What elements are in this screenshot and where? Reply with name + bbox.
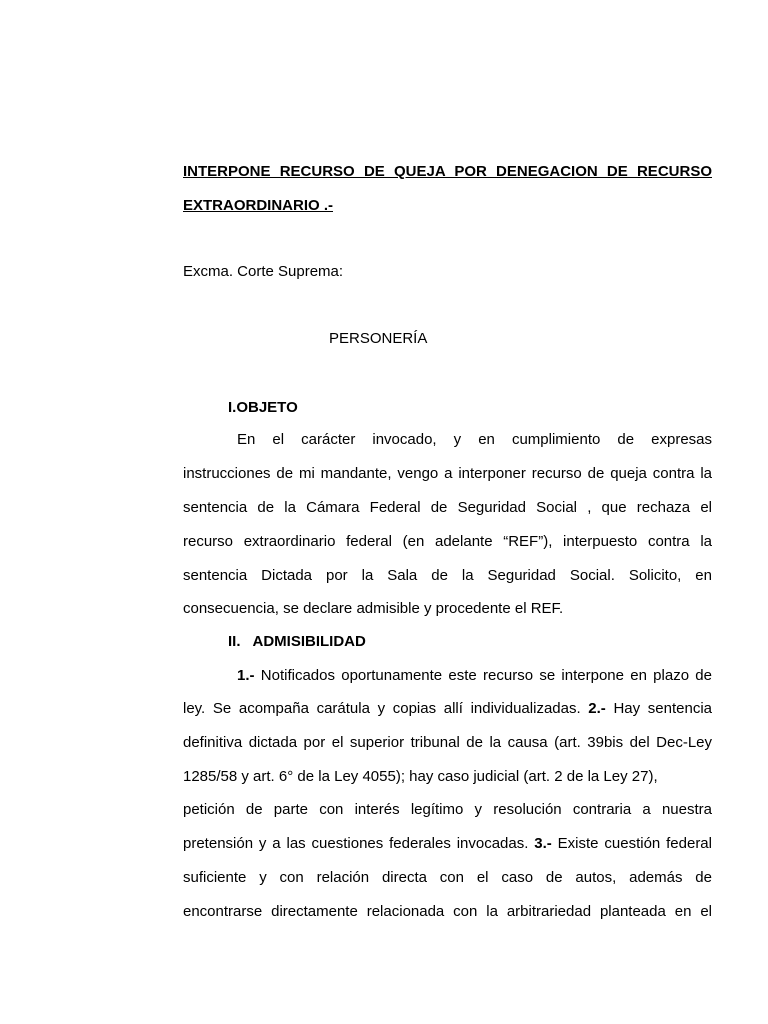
- personeria-heading: PERSONERÍA: [329, 330, 428, 347]
- admisibilidad-line-2: [183, 700, 712, 718]
- section-heading-admisibilidad: [228, 633, 366, 651]
- admisibilidad-line-4: 1285/58 y art. 6° de la Ley 4055); hay caso judicial (art. 2 de la Ley 27),: [183, 768, 658, 785]
- objeto-line-1-text: En el carácter invocado, y en cumplimiento de expresas: [237, 431, 712, 448]
- objeto-line-6: consecuencia, se declare admisible y procedente el REF.: [183, 600, 564, 617]
- admisibilidad-line-6-text: pretensión y a las cuestiones federales invocadas.: [183, 835, 535, 852]
- admisibilidad-line-1-text: Notificados oportunamente este recurso se interpone en plazo de: [254, 667, 712, 684]
- admisibilidad-line-2-tail: Hay sentencia: [605, 700, 712, 717]
- court-address: Excma. Corte Suprema:: [183, 263, 344, 280]
- section-number: II.: [228, 633, 241, 650]
- admisibilidad-line-8: encontrarse directamente relacionada con la arbitrariedad planteada en el: [183, 903, 712, 920]
- admisibilidad-line-6-tail: Existe cuestión federal: [551, 835, 712, 852]
- objeto-line-4: recurso extraordinario federal (en adelante “REF”), interpuesto contra la: [183, 533, 712, 550]
- section-title: ADMISIBILIDAD: [252, 633, 366, 650]
- point-1-label: 1.-: [237, 667, 255, 684]
- objeto-line-3: sentencia de la Cámara Federal de Seguridad Social , que rechaza el: [183, 499, 712, 516]
- document-title-line-2: EXTRAORDINARIO .-: [183, 197, 333, 214]
- point-2-label: 2.-: [588, 700, 606, 717]
- objeto-line-5: sentencia Dictada por la Sala de la Seguridad Social. Solicito, en: [183, 567, 712, 584]
- objeto-line-1: [183, 431, 712, 449]
- point-3-label: 3.-: [534, 835, 552, 852]
- document-body: [183, 0, 712, 1024]
- admisibilidad-line-3: definitiva dictada por el superior tribunal de la causa (art. 39bis del Dec-Ley: [183, 734, 712, 751]
- admisibilidad-line-1: [183, 667, 712, 685]
- admisibilidad-line-7: suficiente y con relación directa con el caso de autos, además de: [183, 869, 712, 886]
- admisibilidad-line-5: petición de parte con interés legítimo y resolución contraria a nuestra: [183, 801, 712, 818]
- admisibilidad-line-2-text: ley. Se acompaña carátula y copias allí individualizadas.: [183, 700, 589, 717]
- section-heading-objeto: I.OBJETO: [228, 399, 298, 416]
- admisibilidad-line-6: [183, 835, 712, 853]
- document-title-line-1: INTERPONE RECURSO DE QUEJA POR DENEGACION DE RECURSO: [183, 163, 712, 180]
- objeto-line-2: instrucciones de mi mandante, vengo a interponer recurso de queja contra la: [183, 465, 712, 482]
